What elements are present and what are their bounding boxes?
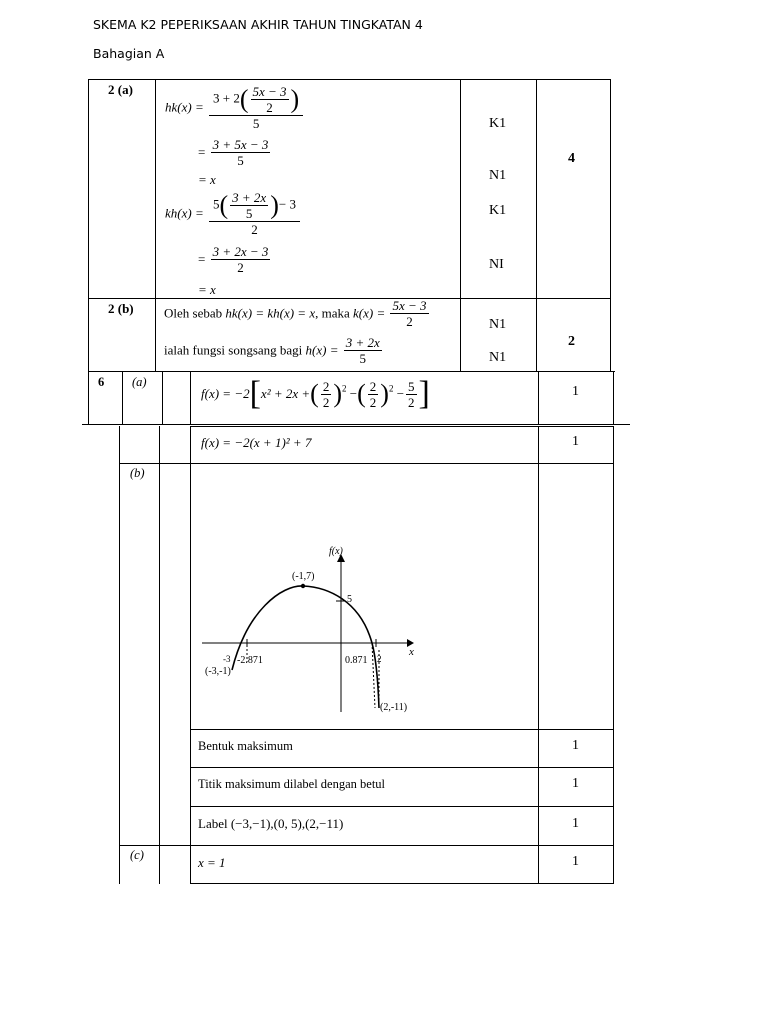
- q6-part-c: (c): [130, 848, 144, 862]
- kh-expression: kh(x) = 5( $\frac{3 + 2x}{5}$ )− 3 2: [165, 190, 302, 237]
- graph-point-right: (2,-11): [380, 702, 408, 713]
- graph-y-intercept: 5: [347, 594, 352, 605]
- criteria-max-point: Titik maksimum dilabel dengan betul: [198, 777, 386, 791]
- q2b-label: 2 (b): [108, 301, 134, 316]
- q2b-mark-1: N1: [489, 317, 507, 332]
- max-point-marker: [301, 584, 305, 588]
- q6a-mark-1: 1: [572, 384, 579, 399]
- section-title: Bahagian A: [93, 46, 165, 61]
- graph-root-right: 0.871: [345, 655, 368, 666]
- q2a-total: 4: [568, 151, 575, 166]
- q2a-mark-2: N1: [489, 168, 507, 183]
- hk-step2: = $\frac{3 + 5x - 3}{5}$: [198, 137, 269, 168]
- criteria-labels-mark: 1: [572, 816, 579, 831]
- graph-root-left: -2.871: [237, 655, 263, 666]
- graph-x-label: x: [409, 646, 414, 658]
- q6c-answer: x = 1: [198, 855, 226, 870]
- criteria-shape: Bentuk maksimum: [198, 739, 293, 753]
- q2a-mark-4: NI: [489, 257, 504, 272]
- q2a-mark-3: K1: [489, 203, 507, 218]
- q2b-line1: Oleh sebab hk(x) = kh(x) = x, maka k(x) = $\frac{5x - 3}{2}$: [164, 298, 427, 329]
- q2b-line2: ialah fungsi songsang bagi h(x) = $\frac{3 + 2x}{5}$: [164, 335, 380, 366]
- q2a-label: 2 (a): [108, 82, 133, 97]
- graph-tick-right: 2: [377, 654, 382, 664]
- q2a-mark-1: K1: [489, 116, 507, 131]
- hk-expression: hk(x) = 3 + 2( $\frac{5x - 3}{2}$ ) 5: [165, 84, 305, 131]
- kh-step3: = x: [198, 282, 216, 297]
- q6c-mark: 1: [572, 854, 579, 869]
- graph-max-label: (-1,7): [292, 571, 315, 582]
- q2b-mark-2: N1: [489, 350, 507, 365]
- graph-point-left: (-3,-1): [205, 666, 231, 677]
- document-title: SKEMA K2 PEPERIKSAAN AKHIR TAHUN TINGKATAN 4: [93, 17, 423, 32]
- criteria-labels: Label (−3,−1),(0, 5),(2,−11): [198, 816, 344, 831]
- q6a-mark-2: 1: [572, 434, 579, 449]
- q2b-total: 2: [568, 334, 575, 349]
- q6-number: 6: [98, 375, 105, 389]
- q6a-line1: f(x) = −2[x² + 2x +( $\frac{2}{2}$ )$^2$ −( $\frac{2}{2}$ )$^2$ − $\frac{5}{2}$ ]: [201, 375, 430, 412]
- hk-step3: = x: [198, 172, 216, 187]
- q6-part-b: (b): [130, 466, 145, 480]
- kh-step2: = $\frac{3 + 2x - 3}{2}$: [198, 244, 269, 275]
- criteria-shape-mark: 1: [572, 738, 579, 753]
- graph-tick-left: -3: [223, 654, 231, 664]
- parabola-graph: [192, 540, 422, 720]
- graph-y-label: f(x): [329, 546, 343, 557]
- q6-part-a: (a): [132, 375, 147, 389]
- q6a-line2: f(x) = −2(x + 1)² + 7: [201, 435, 312, 450]
- parabola-curve: [232, 586, 379, 708]
- criteria-max-point-mark: 1: [572, 776, 579, 791]
